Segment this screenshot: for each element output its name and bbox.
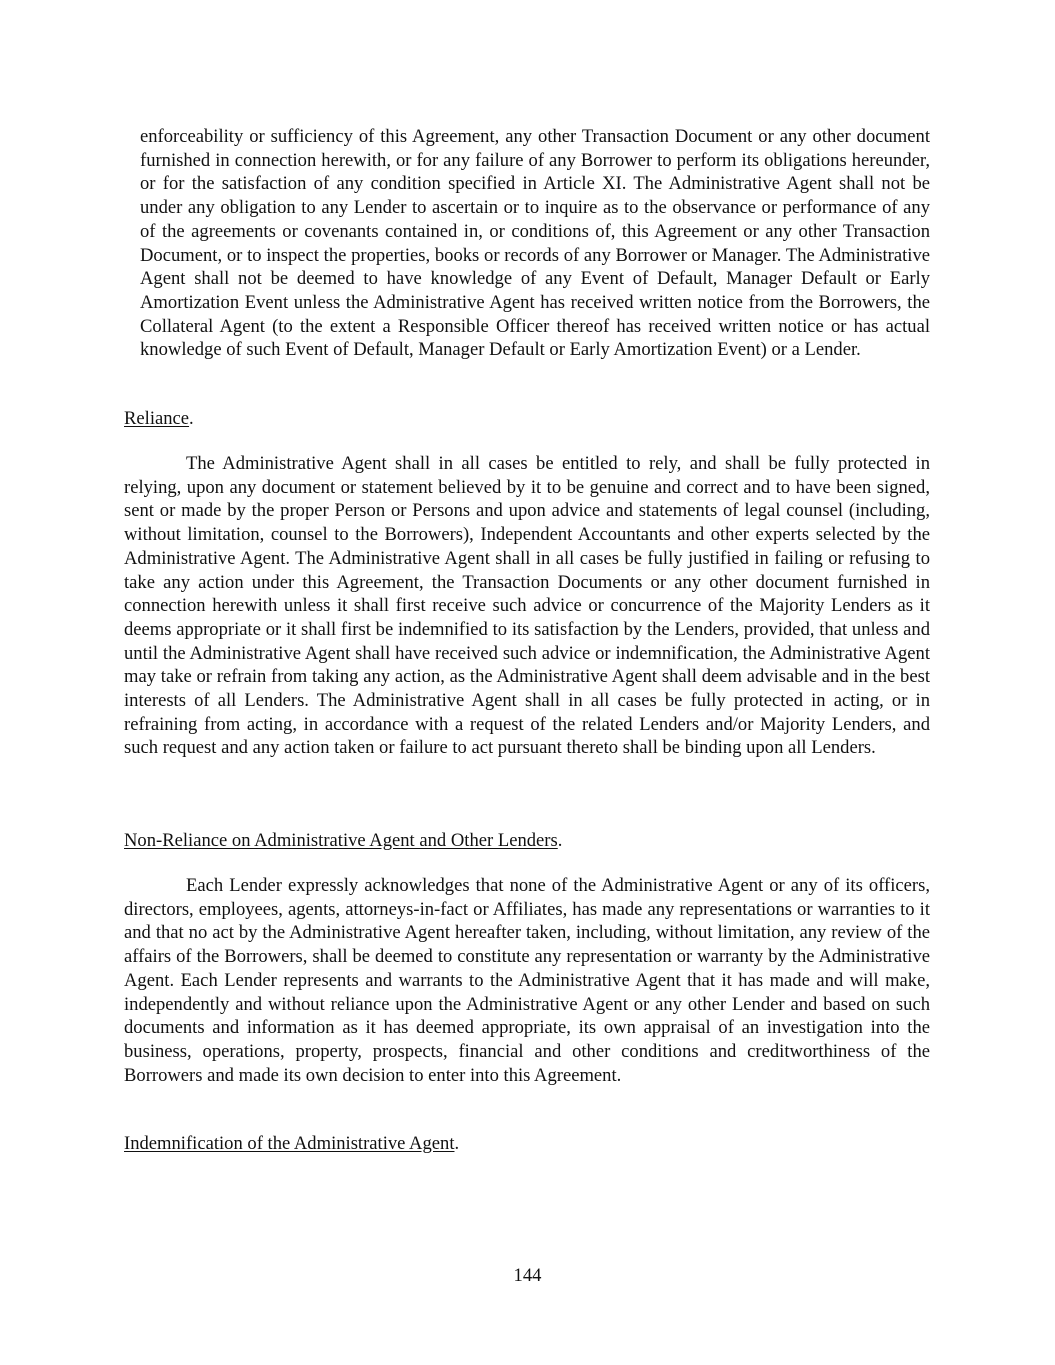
continued-paragraph: enforceability or sufficiency of this Agreement, any other Transaction Document or any other document furnished in connection herewith, or for any failure of any Borrower to perform its obligations hereunder, or for the satisfaction of any condition specified in Article XI. The Administrative Agent shall not be under any obligation to any Lender to ascertain or to inquire as to the observance or performance of any of the agreements or covenants contained in, or conditions of, this Agreement or any other Transaction Document, or to inspect the properties, books or records of any Borrower or Manager. The Administrative Agent shall not be deemed to have knowledge of any Event of Default, Manager Default or Early Amortization Event unless the Administrative Agent has received written notice from the Borrowers, the Collateral Agent (to the extent a Responsible Officer thereof has received written notice or has actual knowledge of such Event of Default, Manager Default or Early Amortization Event) or a Lender. bbox=[140, 126, 930, 361]
heading-period: . bbox=[454, 1133, 460, 1154]
page-number: 144 bbox=[513, 1265, 542, 1286]
heading-period: . bbox=[189, 408, 194, 429]
heading-period: . bbox=[557, 830, 563, 851]
non-reliance-paragraph: Each Lender expressly acknowledges that none of the Administrative Agent or any of its officers, directors, employees, agents, attorneys-in-fact or Affiliates, has made any representations or warranties to it and that no act by the Administrative Agent hereafter taken, including, without limitation, any review of the affairs of the Borrowers, shall be deemed to constitute any representation or warranty by the Administrative Agent. Each Lender represents and warrants to the Administrative Agent that it has made and will make, independently and without reliance upon the Administrative Agent or any other Lender and based on such documents and information as it has deemed appropriate, its own appraisal of an investigation into the business, operations, property, prospects, financial and other conditions and creditworthiness of the Borrowers and made its own decision to enter into this Agreement. bbox=[124, 875, 930, 1086]
section-heading-indemnification bbox=[124, 1132, 459, 1156]
section-heading-text: Non-Reliance on Administrative Agent and Other Lenders bbox=[124, 830, 558, 851]
section-heading-text: Indemnification of the Administrative Agent bbox=[124, 1133, 455, 1154]
section-heading-reliance bbox=[124, 407, 194, 431]
reliance-paragraph: The Administrative Agent shall in all cases be entitled to rely, and shall be fully protected in relying, upon any document or statement believed by it to be genuine and correct and to have been signed, sent or made by the proper Person or Persons and upon advice and statements of legal counsel (including, without limitation, counsel to the Borrowers), Independent Accountants and other experts selected by the Administrative Agent. The Administrative Agent shall in all cases be fully justified in failing or refusing to take any action under this Agreement, the Transaction Documents or any other document furnished in connection herewith unless it shall first receive such advice or concurrence of the Majority Lenders as it deems appropriate or it shall first be indemnified to its satisfaction by the Lenders, provided, that unless and until the Administrative Agent shall have received such advice or indemnification, the Administrative Agent may take or refrain from taking any action, as the Administrative Agent shall deem advisable and in the best interests of all Lenders. The Administrative Agent shall in all cases be fully protected in acting, or in refraining from acting, in accordance with a request of the related Lenders and/or Majority Lenders, and such request and any action taken or failure to act pursuant thereto shall be binding upon all Lenders. bbox=[124, 453, 930, 759]
section-heading-text: Reliance bbox=[124, 408, 190, 429]
section-heading-non-reliance bbox=[124, 829, 562, 853]
